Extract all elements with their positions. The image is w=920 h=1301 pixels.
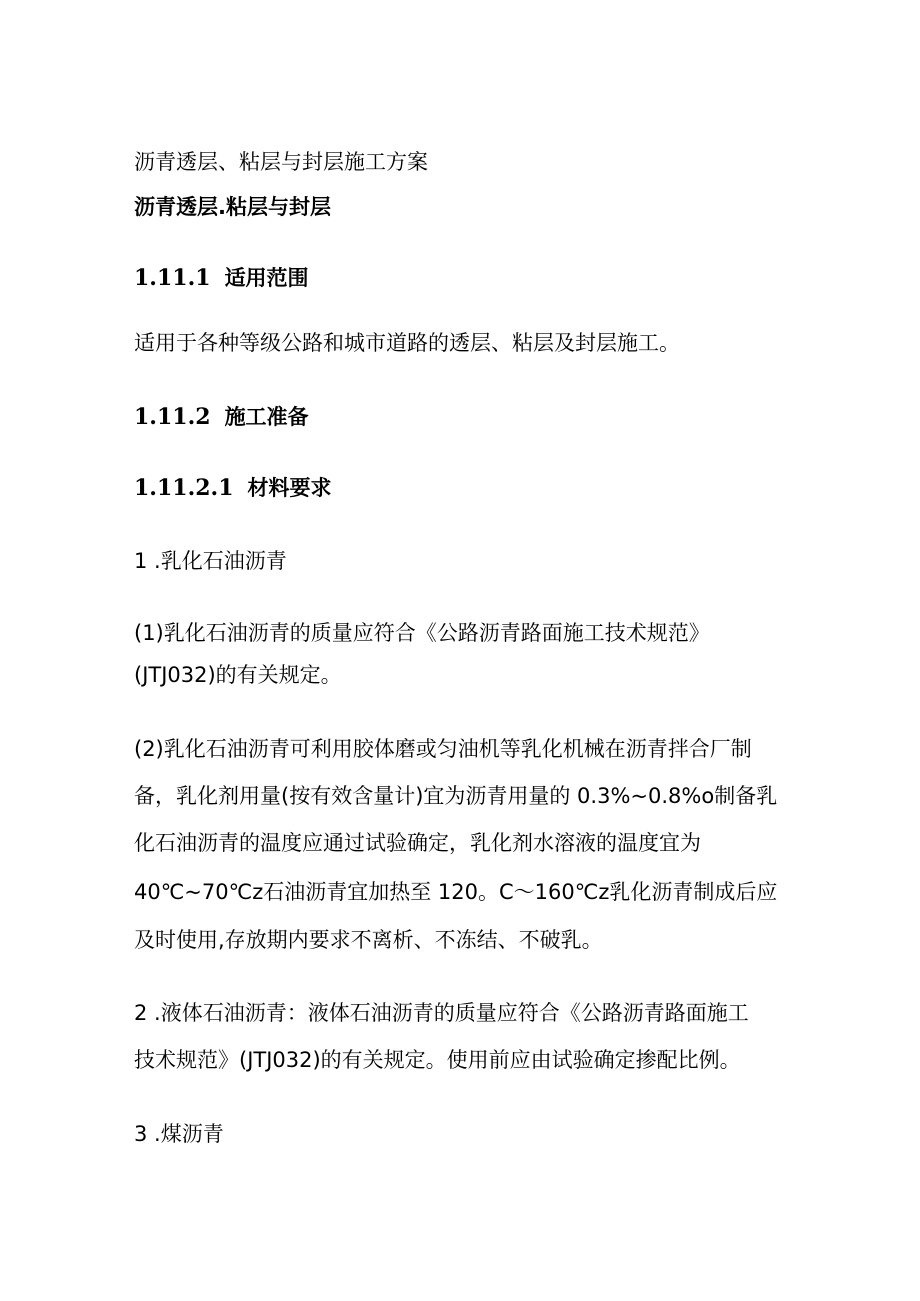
- section-title: 适用范围: [224, 266, 309, 290]
- section-title: 施工准备: [224, 405, 309, 429]
- list-item-3-heading: 3 .煤沥青: [134, 1122, 224, 1146]
- paragraph-line: 化石油沥青的温度应通过试验确定，乳化剂水溶液的温度宜为: [134, 831, 701, 855]
- document-title: 沥青透层、粘层与封层施工方案: [134, 150, 428, 174]
- section-heading-1-11-2: [134, 403, 309, 431]
- list-item-1-heading: 1 .乳化石油沥青: [134, 549, 287, 573]
- paragraph-line: 及时使用,存放期内要求不离析、不冻结、不破乳。: [134, 928, 603, 952]
- section-number: 1.11.2.1: [134, 475, 234, 501]
- paragraph-line: 技术规范》(JTJ032)的有关规定。使用前应由试验确定掺配比例。: [134, 1048, 741, 1072]
- section-title: 材料要求: [247, 476, 332, 500]
- paragraph-line: (JTJ032)的有关规定。: [134, 663, 342, 687]
- document-subtitle: 沥青透层.粘层与封层: [134, 195, 331, 219]
- section-number: 1.11.1: [134, 265, 211, 291]
- paragraph-line: (2)乳化石油沥青可利用胶体磨或匀油机等乳化机械在沥青拌合厂制: [134, 737, 752, 761]
- paragraph-line: 40℃~70℃z石油沥青宜加热至 120。C～160℃z乳化沥青制成后应: [134, 880, 778, 904]
- paragraph-line: 备，乳化剂用量(按有效含量计)宜为沥青用量的 0.3%~0.8%o制备乳: [134, 784, 778, 808]
- section-heading-1-11-1: [134, 264, 309, 292]
- scope-paragraph: 适用于各种等级公路和城市道路的透层、粘层及封层施工。: [134, 331, 680, 355]
- section-heading-1-11-2-1: [134, 474, 332, 502]
- paragraph-line: (1)乳化石油沥青的质量应符合《公路沥青路面施工技术规范》: [134, 621, 710, 645]
- paragraph-line: 2 .液体石油沥青：液体石油沥青的质量应符合《公路沥青路面施工: [134, 1001, 749, 1025]
- section-number: 1.11.2: [134, 404, 211, 430]
